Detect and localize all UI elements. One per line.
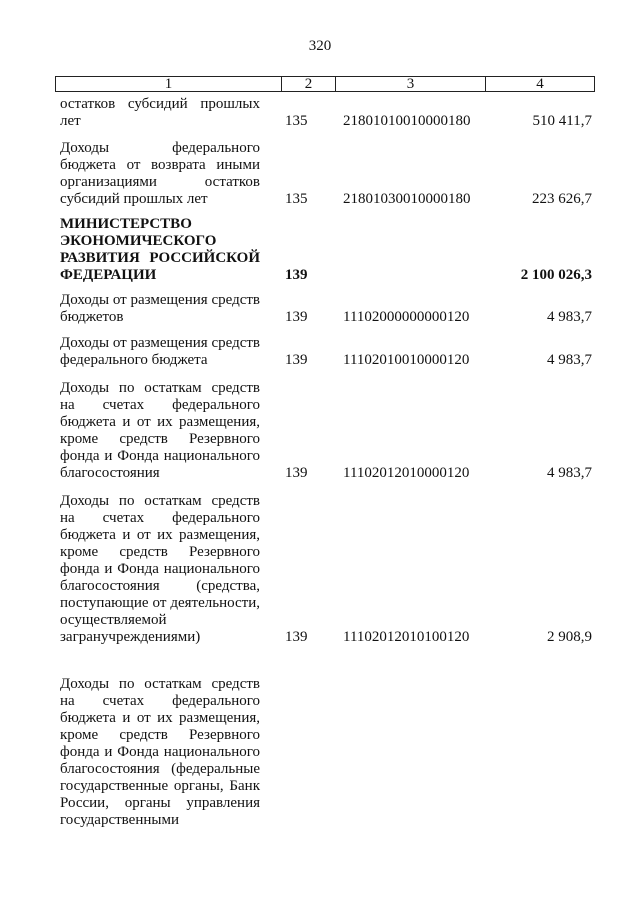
row-code: 139 [285, 465, 308, 481]
row-name: Доходы по остаткам средств на счетах федерального бюджета и от их размещения, кроме средств Резервного фонда и Фонда национального благосостояния (средства, поступающие от деятельности, осуществляемой загранучреждениями) [60, 493, 260, 645]
row-name: Доходы по остаткам средств на счетах федерального бюджета и от их размещения, кроме средств Резервного фонда и Фонда национального благосостояния (федеральные государственные органы, Банк России, органы управления государственными [60, 676, 260, 828]
row-kbk: 11102010010000120 [343, 352, 470, 368]
header-col-3: 3 [336, 77, 486, 91]
page-number: 320 [308, 38, 332, 54]
header-col-2: 2 [282, 77, 336, 91]
row-name: Доходы от размещения средств бюджетов [60, 292, 260, 325]
row-name: Доходы по остаткам средств на счетах федерального бюджета и от их размещения, кроме средств Резервного фонда и Фонда национального благосостояния [60, 380, 260, 481]
row-code: 139 [285, 629, 308, 645]
row-code: 139 [285, 352, 308, 368]
row-kbk: 11102012010100120 [343, 629, 470, 645]
row-code: 135 [285, 191, 308, 207]
row-amount: 2 100 026,3 [520, 267, 592, 283]
row-amount: 4 983,7 [547, 352, 592, 368]
row-kbk: 21801030010000180 [343, 191, 471, 207]
row-name: остатков субсидий прошлых лет [60, 96, 260, 129]
row-code: 139 [285, 267, 308, 283]
row-kbk: 21801010010000180 [343, 113, 471, 129]
row-amount: 2 908,9 [547, 629, 592, 645]
row-code: 139 [285, 309, 308, 325]
row-amount: 4 983,7 [547, 309, 592, 325]
row-name: МИНИСТЕРСТВО ЭКОНОМИЧЕСКОГО РАЗВИТИЯ РОССИЙСКОЙ ФЕДЕРАЦИИ [60, 216, 260, 283]
row-kbk: 11102000000000120 [343, 309, 470, 325]
row-amount: 510 411,7 [532, 113, 592, 129]
row-amount: 223 626,7 [532, 191, 592, 207]
row-code: 135 [285, 113, 308, 129]
header-col-4: 4 [536, 76, 544, 92]
row-amount: 4 983,7 [547, 465, 592, 481]
table-header [55, 76, 595, 92]
row-name: Доходы от размещения средств федерального бюджета [60, 335, 260, 368]
row-name: Доходы федерального бюджета от возврата иными организациями остатков субсидий прошлых лет [60, 140, 260, 207]
header-col-1: 1 [56, 77, 282, 91]
row-kbk: 11102012010000120 [343, 465, 470, 481]
